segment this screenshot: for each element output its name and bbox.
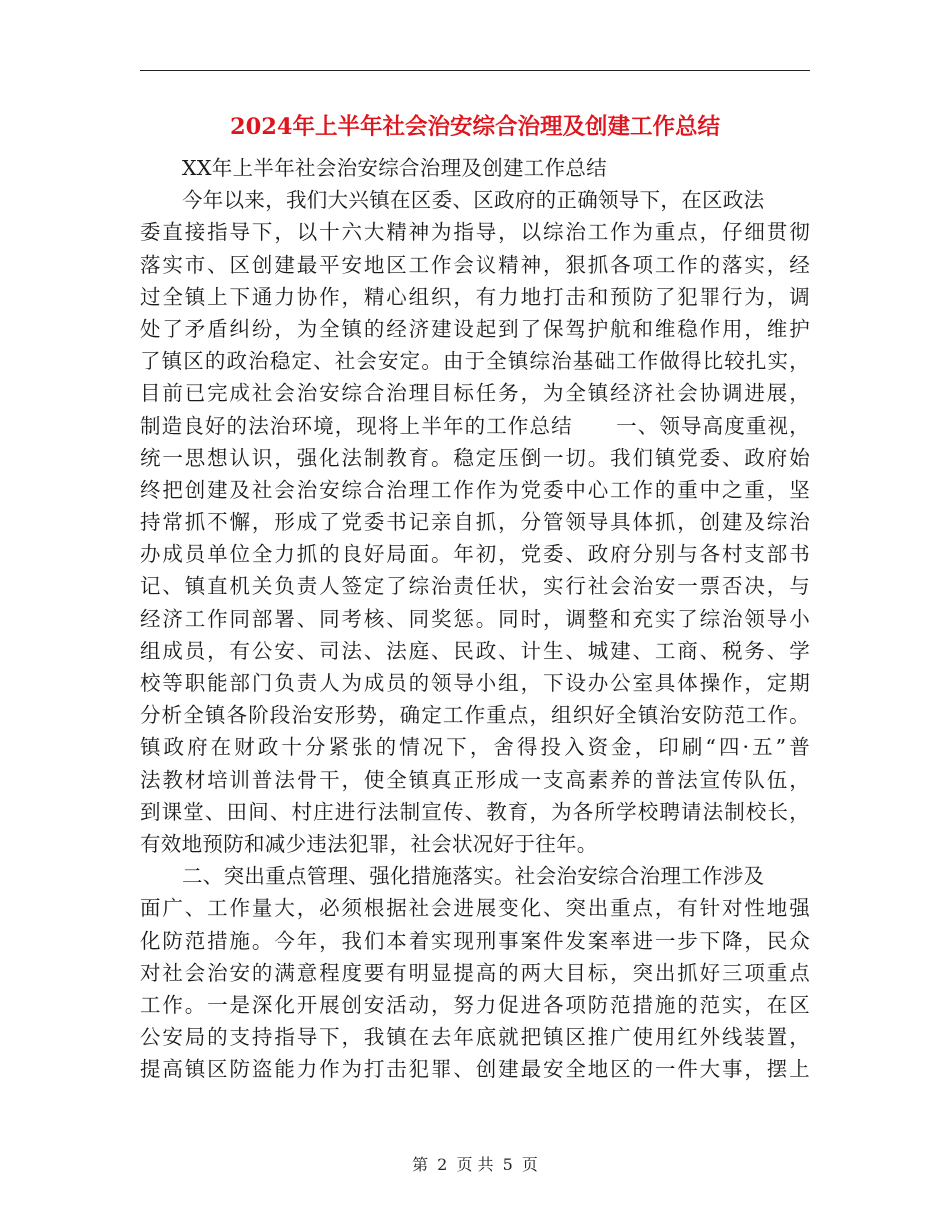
paragraph-line: 提高镇区防盗能力作为打击犯罪、创建最安全地区的一件大事，摆上 — [140, 1057, 810, 1082]
header-rule — [140, 70, 810, 71]
paragraph-line: 镇政府在财政十分紧张的情况下，舍得投入资金，印刷“四·五”普 — [140, 735, 810, 760]
page-footer — [0, 1154, 950, 1176]
paragraph-line: 二、突出重点管理、强化措施落实。社会治安综合治理工作涉及 — [182, 864, 765, 889]
document-body — [140, 152, 810, 1085]
paragraph-line: 目前已完成社会治安综合治理目标任务，为全镇经济社会协调进展， — [140, 381, 810, 406]
paragraph-line: 对社会治安的满意程度要有明显提高的两大目标，突出抓好三项重点 — [140, 960, 810, 985]
paragraph-line: 记、镇直机关负责人签定了综治责任状，实行社会治安一票否决，与 — [140, 574, 810, 599]
paragraph-line: 统一思想认识，强化法制教育。稳定压倒一切。我们镇党委、政府始 — [140, 445, 810, 470]
paragraph-line: 法教材培训普法骨干，使全镇真正形成一支高素养的普法宣传队伍， — [140, 767, 810, 792]
paragraph-line: 组成员，有公安、司法、法庭、民政、计生、城建、工商、税务、学 — [140, 638, 810, 663]
footer-middle: 页 共 — [456, 1155, 494, 1174]
paragraph-line: 过全镇上下通力协作，精心组织，有力地打击和预防了犯罪行为，调 — [140, 284, 810, 309]
paragraph-line: 持常抓不懈，形成了党委书记亲自抓，分管领导具体抓，创建及综治 — [140, 510, 810, 535]
paragraph-line: 到课堂、田间、村庄进行法制宣传、教育，为各所学校聘请法制校长， — [140, 799, 810, 824]
document-title: 2024年上半年社会治安综合治理及创建工作总结 — [229, 114, 721, 140]
footer-suffix: 页 — [521, 1155, 538, 1174]
paragraph-line: 工作。一是深化开展创安活动，努力促进各项防范措施的范实，在区 — [140, 992, 810, 1017]
paragraph-line: 落实市、区创建最平安地区工作会议精神，狠抓各项工作的落实，经 — [140, 252, 810, 277]
page-number-total: 5 — [502, 1155, 513, 1174]
footer-prefix: 第 — [412, 1155, 429, 1174]
paragraph-line: 制造良好的法治环境，现将上半年的工作总结 一、领导高度重视， — [140, 413, 810, 438]
paragraph-1 — [140, 184, 810, 860]
paragraph-line: 了镇区的政治稳定、社会安定。由于全镇综治基础工作做得比较扎实， — [140, 349, 810, 374]
paragraph-line: 面广、工作量大，必须根据社会进展变化、突出重点，有针对性地强 — [140, 896, 810, 921]
paragraph-line: 经济工作同部署、同考核、同奖惩。同时，调整和充实了综治领导小 — [140, 606, 810, 631]
paragraph-2 — [140, 860, 810, 1085]
paragraph-line: 今年以来，我们大兴镇在区委、区政府的正确领导下，在区政法 — [182, 188, 765, 213]
paragraph-line: 公安局的支持指导下，我镇在去年底就把镇区推广使用红外线装置， — [140, 1025, 810, 1050]
paragraph-line: 处了矛盾纠纷，为全镇的经济建设起到了保驾护航和维稳作用，维护 — [140, 316, 810, 341]
paragraph-line: 分析全镇各阶段治安形势，确定工作重点，组织好全镇治安防范工作。 — [140, 703, 810, 728]
subtitle-line: XX年上半年社会治安综合治理及创建工作总结 — [182, 156, 607, 180]
paragraph-line: 委直接指导下，以十六大精神为指导，以综治工作为重点，仔细贯彻 — [140, 220, 810, 245]
paragraph-line: 化防范措施。今年，我们本着实现刑事案件发案率进一步下降，民众 — [140, 928, 810, 953]
paragraph-line: 有效地预防和减少违法犯罪，社会状况好于往年。 — [140, 831, 598, 856]
paragraph-line: 终把创建及社会治安综合治理工作作为党委中心工作的重中之重，坚 — [140, 477, 810, 502]
paragraph-line: 校等职能部门负责人为成员的领导小组，下设办公室具体操作，定期 — [140, 671, 810, 695]
paragraph-line: 办成员单位全力抓的良好局面。年初，党委、政府分别与各村支部书 — [140, 542, 810, 567]
page-number-current: 2 — [437, 1155, 448, 1174]
